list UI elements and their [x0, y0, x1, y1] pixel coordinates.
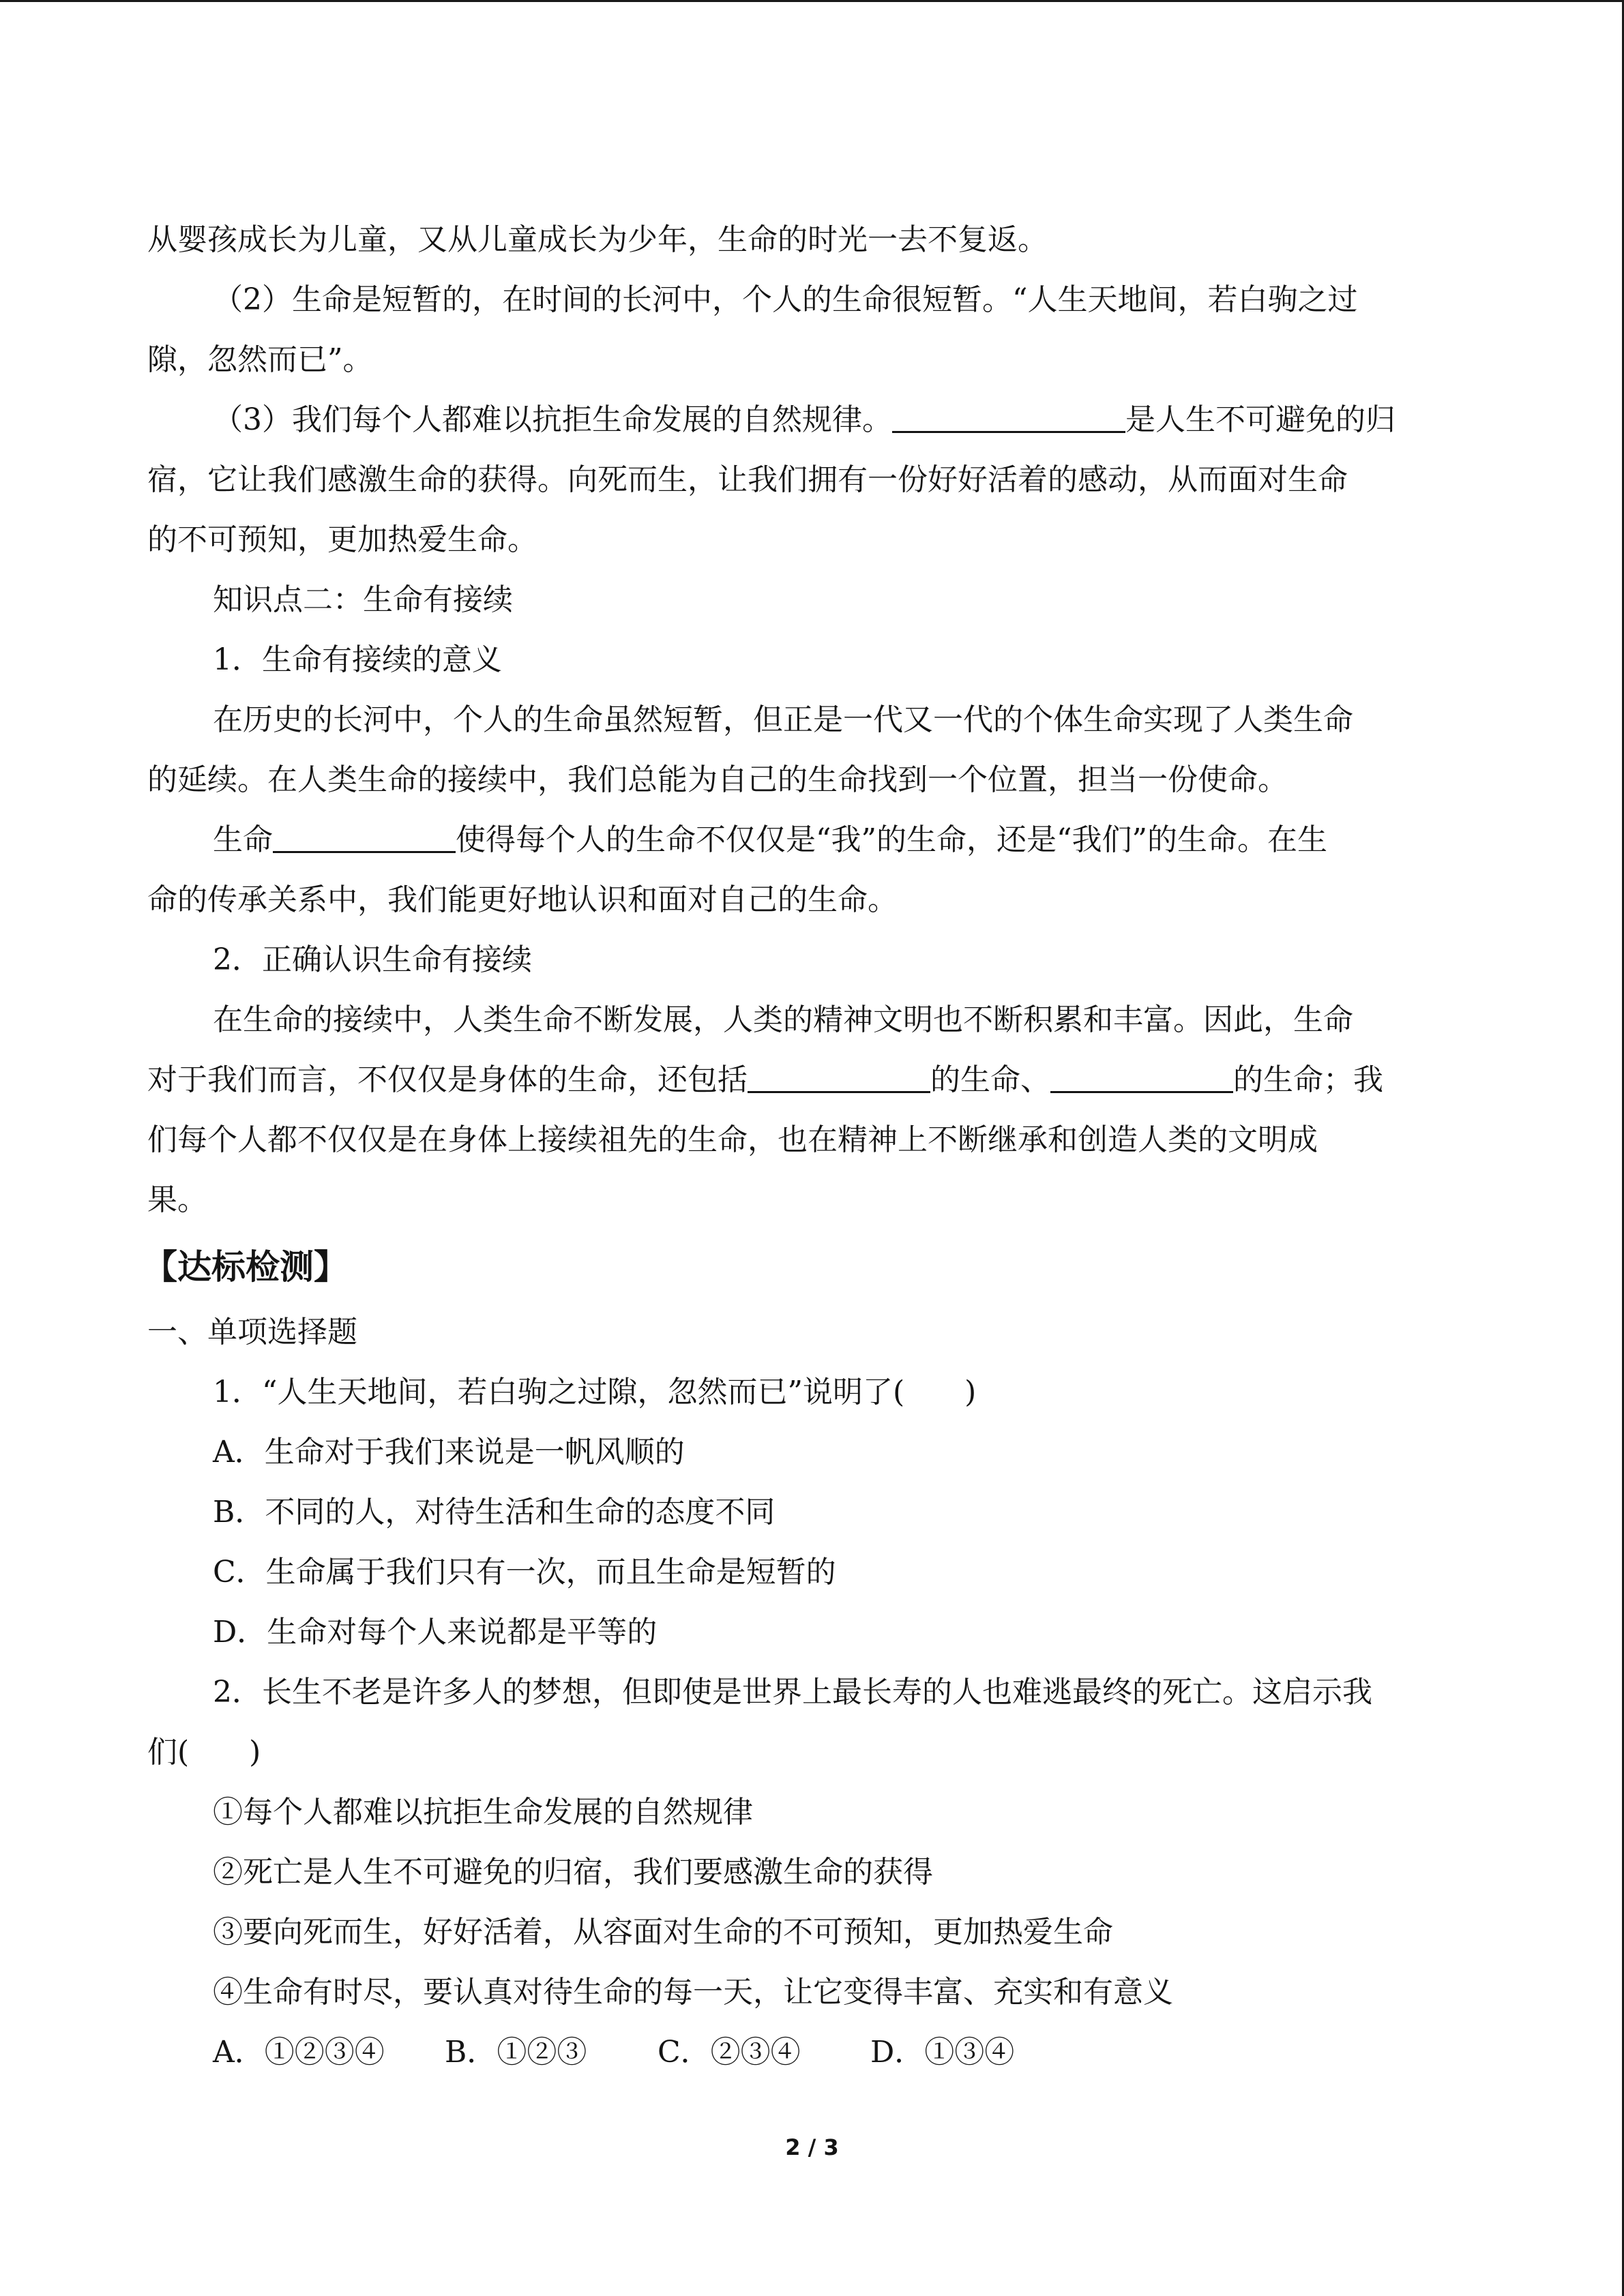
text-span: 对于我们而言，不仅仅是身体的生命，还包括: [147, 1062, 748, 1097]
text-span: 的生命、: [930, 1062, 1050, 1097]
text-span: 生命: [213, 822, 273, 857]
paragraph-line: 的延续。在人类生命的接续中，我们总能为自己的生命找到一个位置，担当一份使命。: [147, 762, 1288, 797]
page-number: 2 / 3: [785, 2134, 839, 2160]
subsection-title: 2．正确认识生命有接续: [213, 942, 532, 977]
section-heading: 【达标检测】: [143, 1247, 348, 1287]
choice-option[interactable]: C．生命属于我们只有一次，而且生命是短暂的: [213, 1555, 836, 1590]
part-title: 一、单项选择题: [147, 1315, 357, 1350]
knowledge-point-title: 知识点二：生命有接续: [213, 582, 513, 617]
choice-option[interactable]: D．生命对每个人来说都是平等的: [213, 1615, 658, 1650]
text-span: 是人生不可避免的归: [1125, 402, 1396, 437]
paragraph-line: 在历史的长河中，个人的生命虽然短暂，但正是一代又一代的个体生命实现了人类生命: [213, 702, 1353, 737]
paragraph-line: 在生命的接续中，人类生命不断发展，人类的精神文明也不断积累和丰富。因此，生命: [213, 1002, 1353, 1037]
page-border-top: [0, 0, 1624, 2]
paragraph-line: 宿，它让我们感激生命的获得。向死而生，让我们拥有一份好好活着的感动，从而面对生命: [147, 462, 1348, 497]
choice-option[interactable]: C．②③④: [658, 2035, 801, 2070]
paragraph-line: 们每个人都不仅仅是在身体上接续祖先的生命，也在精神上不断继承和创造人类的文明成: [147, 1122, 1318, 1157]
paragraph-line: 隙，忽然而已”。: [147, 342, 373, 377]
choice-option[interactable]: A．①②③④: [213, 2035, 385, 2070]
choice-option[interactable]: B．不同的人，对待生活和生命的态度不同: [213, 1495, 776, 1530]
fill-blank[interactable]: [273, 821, 456, 853]
text-span: （3）我们每个人都难以抗拒生命发展的自然规律。: [213, 402, 892, 437]
subsection-title: 1．生命有接续的意义: [213, 642, 502, 677]
statement-item: ④生命有时尽，要认真对待生命的每一天，让它变得丰富、充实和有意义: [213, 1975, 1173, 2010]
choice-option[interactable]: B．①②③: [445, 2035, 587, 2070]
paragraph-line: 命的传承关系中，我们能更好地认识和面对自己的生命。: [147, 882, 898, 917]
question-stem: 2．长生不老是许多人的梦想，但即使是世界上最长寿的人也难逃最终的死亡。这启示我: [213, 1675, 1372, 1710]
paragraph-line: [147, 1050, 1484, 1110]
document-body: [143, 210, 1484, 2083]
choice-options-row: [147, 2023, 1484, 2083]
choice-option[interactable]: D．①③④: [870, 2035, 1015, 2070]
paragraph-line: [147, 390, 1484, 450]
fill-blank[interactable]: [892, 401, 1125, 433]
statement-item: ②死亡是人生不可避免的归宿，我们要感激生命的获得: [213, 1855, 933, 1890]
statement-item: ①每个人都难以抗拒生命发展的自然规律: [213, 1795, 753, 1830]
choice-option[interactable]: A．生命对于我们来说是一帆风顺的: [213, 1435, 685, 1470]
paragraph-line: 从婴孩成长为儿童，又从儿童成长为少年，生命的时光一去不复返。: [147, 222, 1048, 257]
text-span: 的生命；我: [1233, 1062, 1383, 1097]
fill-blank[interactable]: [1050, 1061, 1233, 1093]
text-span: 使得每个人的生命不仅仅是“我”的生命，还是“我们”的生命。在生: [456, 822, 1327, 857]
fill-blank[interactable]: [748, 1061, 930, 1093]
paragraph-line: 的不可预知，更加热爱生命。: [147, 522, 537, 557]
question-stem: 们( ): [147, 1735, 261, 1770]
statement-item: ③要向死而生，好好活着，从容面对生命的不可预知，更加热爱生命: [213, 1915, 1113, 1950]
paragraph-line: 果。: [147, 1182, 207, 1217]
paragraph-line: [147, 810, 1484, 870]
question-stem: 1．“人生天地间，若白驹之过隙，忽然而已”说明了( ): [213, 1375, 977, 1410]
paragraph-line: （2）生命是短暂的，在时间的长河中，个人的生命很短暂。“人生天地间，若白驹之过: [213, 282, 1358, 317]
